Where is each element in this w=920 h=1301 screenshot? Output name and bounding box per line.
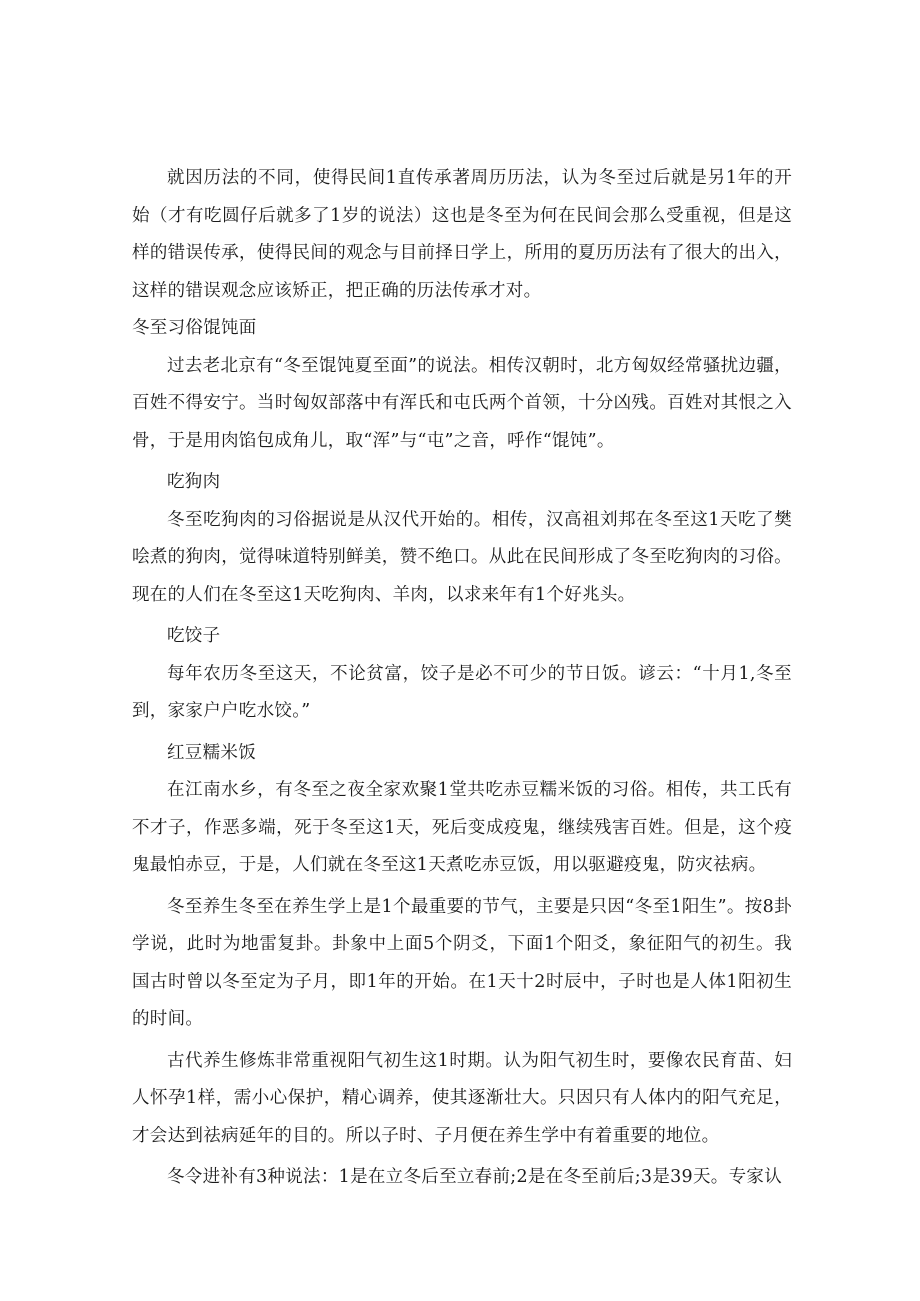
paragraph-red-bean-rice: 在江南水乡，有冬至之夜全家欢聚1堂共吃赤豆糯米饭的习俗。相传，共工氏有不才子，作恶多端，死于冬至这1天，死后变成疫鬼，继续残害百姓。但是，这个疫鬼最怕赤豆，于是，人们就在冬至这1天煮吃赤豆饭，用以驱避疫鬼，防灾祛病。 — [132, 780, 792, 875]
heading-wonton-noodles: 冬至习俗馄饨面 — [132, 318, 257, 338]
heading-red-bean-rice: 红豆糯米饭 — [167, 742, 256, 763]
paragraph-ancient-health: 古代养生修炼非常重视阳气初生这1时期。认为阳气初生时，要像农民育苗、妇人怀孕1样，需小心保护，精心调养，使其逐渐壮大。只因只有人体内的阳气充足，才会达到祛病延年的目的。所以子时、子月便在养生学中有着重要的地位。 — [132, 1050, 792, 1146]
paragraph-winter-tonic: 冬令进补有3种说法：1是在立冬后至立春前;2是在冬至前后;3是39天。专家认 — [167, 1167, 782, 1187]
heading-dog-meat: 吃狗肉 — [167, 472, 221, 492]
paragraph-dumplings: 每年农历冬至这天，不论贫富，饺子是必不可少的节日饭。谚云：“十月1,冬至到，家家户户吃水饺。” — [132, 663, 792, 721]
heading-dumplings: 吃饺子 — [167, 626, 221, 646]
paragraph-calendar: 就因历法的不同，使得民间1直传承著周历历法，认为冬至过后就是另1年的开始（才有吃圆仔后就多了1岁的说法）这也是冬至为何在民间会那么受重视，但是这样的错误传承，使得民间的观念与目前择日学上，所用的夏历历法有了很大的出入，这样的错误观念应该矫正，把正确的历法传承才对。 — [132, 168, 792, 301]
document-page — [132, 160, 792, 1197]
paragraph-wonton: 过去老北京有“冬至馄饨夏至面”的说法。相传汉朝时，北方匈奴经常骚扰边疆，百姓不得安宁。当时匈奴部落中有浑氏和屯氏两个首领，十分凶残。百姓对其恨之入骨，于是用肉馅包成角儿，取“浑”与“屯”之音，呼作“馄饨”。 — [132, 355, 792, 451]
paragraph-dog-meat: 冬至吃狗肉的习俗据说是从汉代开始的。相传，汉高祖刘邦在冬至这1天吃了樊哙煮的狗肉，觉得味道特别鲜美，赞不绝口。从此在民间形成了冬至吃狗肉的习俗。现在的人们在冬至这1天吃狗肉、羊肉，以求来年有1个好兆头。 — [132, 509, 792, 605]
paragraph-health-winter-solstice: 冬至养生冬至在养生学上是1个最重要的节气，主要是只因“冬至1阳生”。按8卦学说，此时为地雷复卦。卦象中上面5个阴爻，下面1个阳爻，象征阳气的初生。我国古时曾以冬至定为子月，即1年的开始。在1天十2时辰中，子时也是人体1阳初生的时间。 — [132, 896, 792, 1029]
